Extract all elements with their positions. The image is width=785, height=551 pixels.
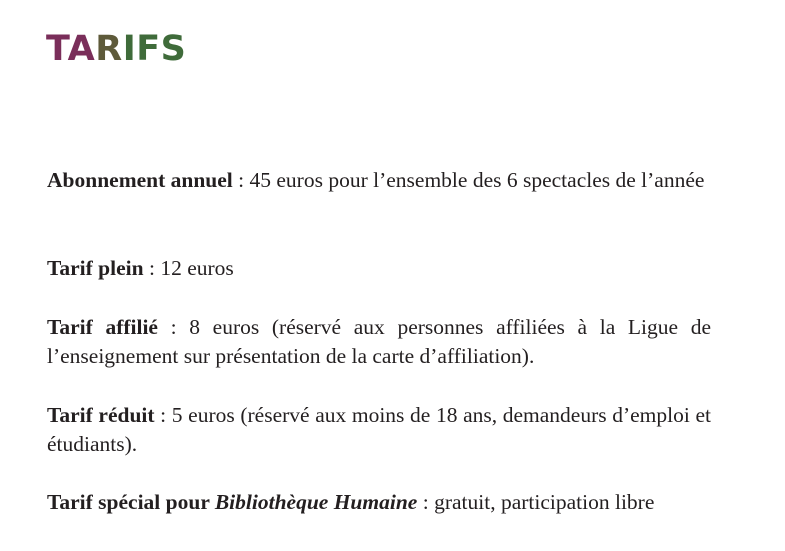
tarif-label: Tarif réduit <box>47 403 155 427</box>
tarif-label-italic: Bibliothèque Humaine <box>214 490 418 514</box>
tarif-separator: : <box>417 490 435 514</box>
page-title-part-1: TA <box>46 29 96 69</box>
page-title <box>46 28 186 70</box>
tarif-label: Tarif plein <box>47 256 144 280</box>
page-title-part-2: R <box>95 29 123 69</box>
tarif-special-bibliotheque-humaine <box>47 488 711 517</box>
tarif-text: 8 euros (réservé aux personnes affiliées à la Ligue de l’enseignement sur présentation de la carte d’affiliation). <box>47 315 712 368</box>
tarif-text: 12 euros <box>160 256 234 280</box>
tarif-label: Abonnement annuel <box>47 168 233 192</box>
tarif-separator: : <box>154 403 172 427</box>
tarif-separator: : <box>232 168 250 192</box>
tarif-label: Tarif affilié <box>47 315 158 339</box>
tarif-text: 5 euros (réservé aux moins de 18 ans, demandeurs d’emploi et étudiants). <box>47 403 711 456</box>
tarif-separator: : <box>143 256 161 280</box>
tarif-text: gratuit, participation libre <box>434 490 655 514</box>
tarif-text: 45 euros pour l’ensemble des 6 spectacles de l’année <box>249 168 705 192</box>
page-title-part-3: IFS <box>122 29 187 69</box>
tarif-reduit <box>47 401 711 459</box>
tarif-separator: : <box>157 315 190 339</box>
tarif-abonnement-annuel <box>47 166 711 195</box>
tarif-plein <box>47 254 711 283</box>
tarif-label: Tarif spécial pour <box>47 490 215 514</box>
tarif-affilie <box>47 313 711 371</box>
